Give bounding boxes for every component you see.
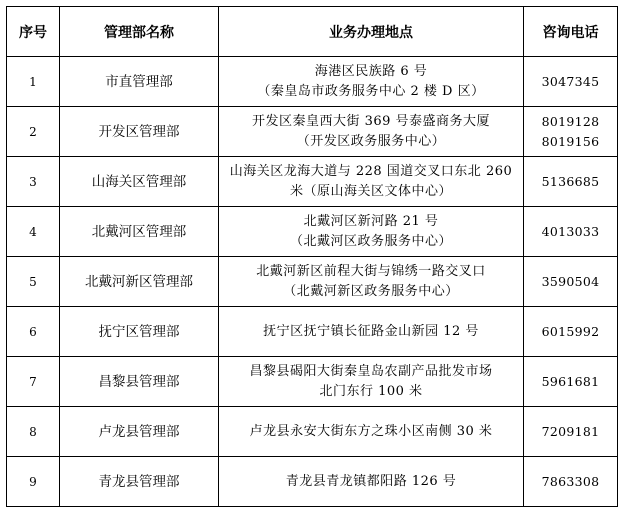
consult-phone xyxy=(524,407,618,457)
phone-number: 5136685 xyxy=(541,173,600,189)
service-address xyxy=(219,157,524,207)
address-line: （北戴河新区政务服务中心） xyxy=(283,283,459,299)
table-body xyxy=(7,57,618,507)
table-row xyxy=(7,207,618,257)
service-address xyxy=(219,257,524,307)
consult-phone xyxy=(524,257,618,307)
address-line: 抚宁区抚宁镇长征路金山新园 12 号 xyxy=(263,323,479,339)
table-row xyxy=(7,357,618,407)
address-line: （北戴河区政务服务中心） xyxy=(289,233,452,249)
consult-phone xyxy=(524,457,618,507)
consult-phone xyxy=(524,57,618,107)
row-index: 5 xyxy=(7,257,60,307)
service-address xyxy=(219,107,524,157)
consult-phone xyxy=(524,107,618,157)
consult-phone xyxy=(524,157,618,207)
consult-phone xyxy=(524,357,618,407)
address-line: 北戴河新区前程大街与锦绣一路交叉口 xyxy=(256,263,486,279)
table-row xyxy=(7,407,618,457)
row-index: 3 xyxy=(7,157,60,207)
table-header xyxy=(7,7,618,57)
consult-phone xyxy=(524,307,618,357)
department-name: 北戴河新区管理部 xyxy=(60,257,219,307)
row-index: 2 xyxy=(7,107,60,157)
service-address xyxy=(219,457,524,507)
address-line: （开发区政务服务中心） xyxy=(296,133,446,149)
phone-number: 7863308 xyxy=(541,473,600,489)
row-index: 7 xyxy=(7,357,60,407)
row-index: 8 xyxy=(7,407,60,457)
phone-number: 8019156 xyxy=(541,133,600,149)
department-name: 山海关区管理部 xyxy=(60,157,219,207)
address-line: 北门东行 100 米 xyxy=(319,383,423,399)
table-row xyxy=(7,457,618,507)
address-line: （秦皇岛市政务服务中心 2 楼 D 区） xyxy=(257,83,485,99)
row-index: 6 xyxy=(7,307,60,357)
header-index: 序号 xyxy=(7,7,60,57)
department-name: 昌黎县管理部 xyxy=(60,357,219,407)
service-office-table xyxy=(6,6,618,507)
department-name: 北戴河区管理部 xyxy=(60,207,219,257)
table-row xyxy=(7,107,618,157)
department-name: 卢龙县管理部 xyxy=(60,407,219,457)
header-department: 管理部名称 xyxy=(60,7,219,57)
service-address xyxy=(219,207,524,257)
address-line: 海港区民族路 6 号 xyxy=(314,63,428,79)
department-name: 市直管理部 xyxy=(60,57,219,107)
phone-number: 3047345 xyxy=(541,73,600,89)
address-line: 米（原山海关区文体中心） xyxy=(289,183,452,199)
address-line: 开发区秦皇西大街 369 号泰盛商务大厦 xyxy=(251,113,491,129)
consult-phone xyxy=(524,207,618,257)
header-address: 业务办理地点 xyxy=(219,7,524,57)
header-phone: 咨询电话 xyxy=(524,7,618,57)
table-row xyxy=(7,57,618,107)
department-name: 青龙县管理部 xyxy=(60,457,219,507)
department-name: 开发区管理部 xyxy=(60,107,219,157)
service-address xyxy=(219,407,524,457)
address-line: 山海关区龙海大道与 228 国道交叉口东北 260 xyxy=(229,163,513,179)
header-row xyxy=(7,7,618,57)
phone-number: 8019128 xyxy=(541,113,600,129)
phone-number: 5961681 xyxy=(541,373,600,389)
row-index: 4 xyxy=(7,207,60,257)
table-row xyxy=(7,307,618,357)
address-line: 卢龙县永安大街东方之珠小区南侧 30 米 xyxy=(249,423,493,439)
department-name: 抚宁区管理部 xyxy=(60,307,219,357)
phone-number: 4013033 xyxy=(541,223,600,239)
service-address xyxy=(219,307,524,357)
service-address xyxy=(219,57,524,107)
row-index: 9 xyxy=(7,457,60,507)
service-address xyxy=(219,357,524,407)
address-line: 北戴河区新河路 21 号 xyxy=(303,213,439,229)
phone-number: 6015992 xyxy=(541,323,600,339)
table-row xyxy=(7,157,618,207)
row-index: 1 xyxy=(7,57,60,107)
table-row xyxy=(7,257,618,307)
phone-number: 7209181 xyxy=(541,423,600,439)
address-line: 青龙县青龙镇都阳路 126 号 xyxy=(285,473,457,489)
phone-number: 3590504 xyxy=(541,273,600,289)
address-line: 昌黎县碣阳大街秦皇岛农副产品批发市场 xyxy=(249,363,493,379)
